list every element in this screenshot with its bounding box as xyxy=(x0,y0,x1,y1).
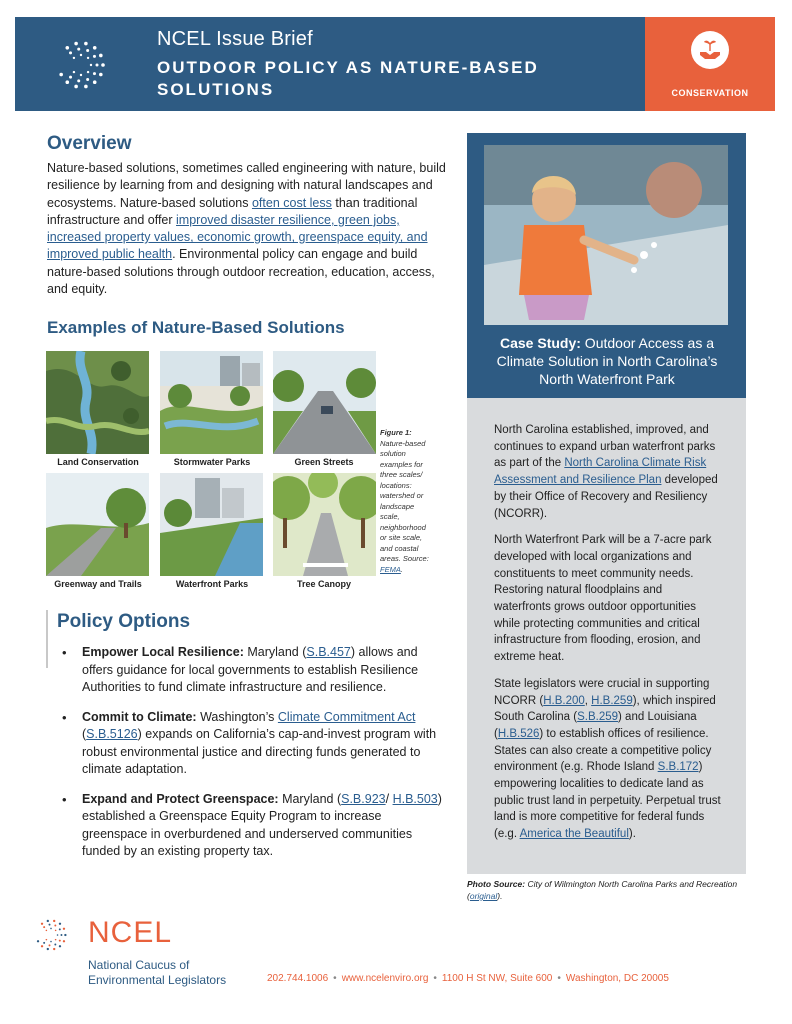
policy-item-text: ) expands on California’s cap-and-invest program with robust environmental justice and directing funds generated to climate adaptation. xyxy=(82,727,437,776)
green-streets-illustration xyxy=(273,351,376,454)
figure-caption xyxy=(380,428,430,575)
category-badge xyxy=(645,17,775,111)
hb526-link[interactable]: H.B.526 xyxy=(497,727,540,740)
case-text: North Carolina established, improved, and continues to expand urban waterfront parks as part of the xyxy=(494,424,716,470)
sb457-link[interactable]: S.B.457 xyxy=(306,645,351,659)
footer-website-link[interactable]: www.ncelenviro.org xyxy=(341,973,429,984)
policy-item-text: ) allows and offers guidance for local governments to establish Resilience Authorities to fund climate infrastructure and resilience. xyxy=(82,645,419,694)
photo-source-end: ). xyxy=(497,891,503,901)
header-banner xyxy=(15,17,775,111)
policy-item-text: ) established a Greenspace Equity Program to increase greenspace in overburdened and underserved communities funded by an existing property tax. xyxy=(82,791,442,858)
policy-item-local-resilience xyxy=(62,644,442,697)
footer-contact xyxy=(267,973,669,984)
separator-dot: • xyxy=(333,973,337,984)
caption-waterfront-parks: Waterfront Parks xyxy=(175,579,249,589)
policy-list xyxy=(62,644,442,873)
overview-heading: Overview xyxy=(47,133,132,154)
overview-text-3: . Environmental policy can engage and build nature-based solutions through outdoor recreation, education, access, and equity. xyxy=(47,247,435,297)
hb200-link[interactable]: H.B.200 xyxy=(543,694,585,707)
footer-phone: 202.744.1006 xyxy=(267,973,329,984)
policy-item-text: / xyxy=(385,791,393,806)
stormwater-parks-illustration xyxy=(160,351,263,454)
america-the-beautiful-link[interactable]: America the Beautiful xyxy=(519,828,629,841)
hb259-link[interactable]: H.B.259 xyxy=(591,694,633,707)
policy-item-text: ( xyxy=(82,727,87,741)
policy-item-title: Expand and Protect Greenspace: xyxy=(82,791,279,806)
case-study-paragraph: North Waterfront Park will be a 7-acre park developed with local organizations and constituents to meet community needs. Restoring natural floodplains and waterfronts grows outdoor opportunities while protecting communities and critical infrastructure from flooding, erosion, and extreme heat. xyxy=(494,534,712,664)
footer-city: Washington, DC 20005 xyxy=(565,973,669,984)
figure-caption-end: . xyxy=(400,564,403,574)
page-title: OUTDOOR POLICY AS NATURE-BASED SOLUTIONS xyxy=(157,58,539,99)
policy-item-title: Empower Local Resilience: xyxy=(82,645,244,659)
case-study-photo xyxy=(484,145,728,325)
policy-item-greenspace xyxy=(62,791,442,861)
ncel-footer-logo-icon xyxy=(34,918,68,952)
benefits-link[interactable]: improved disaster resilience, green jobs, increased property values, economic growth, greenspace equity, and improved public health xyxy=(47,212,428,262)
policy-item-text: Washington’s xyxy=(196,709,278,724)
policy-item-text: Maryland ( xyxy=(243,645,307,659)
separator-dot: • xyxy=(433,973,437,984)
case-text: developed by their Office of Recovery and Resiliency (NCORR). xyxy=(494,474,718,520)
climate-commitment-act-link[interactable]: Climate Commitment Act xyxy=(277,709,416,724)
issue-brief-label: NCEL Issue Brief xyxy=(157,28,313,50)
sb172-link[interactable]: S.B.172 xyxy=(657,761,699,774)
photo-source-label: Photo Source: xyxy=(467,879,526,889)
ncel-dots-logo-icon xyxy=(55,39,107,91)
case-text: ) to establish offices of resilience. States can also create a competitive policy environment (e.g. Rhode Island xyxy=(494,727,712,774)
case-text: ) empowering localities to dedicate land as public trust land in perpetuity. Perpetual trust land is more competitive for federal funds (e.g. xyxy=(494,761,721,841)
caption-land-conservation: Land Conservation xyxy=(57,457,139,467)
case-study-paragraph xyxy=(494,422,722,522)
footer-org-name: National Caucus of Environmental Legislators xyxy=(88,958,227,987)
fema-link[interactable]: FEMA xyxy=(380,564,401,574)
case-study-title: Outdoor Access as a Climate Solution in North Carolina’s North Waterfront Park xyxy=(496,335,718,387)
land-conservation-illustration xyxy=(46,351,149,454)
sb5126-link[interactable]: S.B.5126 xyxy=(86,727,138,741)
case-study-heading xyxy=(480,334,734,388)
policy-heading: Policy Options xyxy=(57,611,191,632)
caption-green-streets: Green Streets xyxy=(294,457,354,467)
caption-tree-canopy: Tree Canopy xyxy=(296,579,352,589)
overview-text-2: than traditional infrastructure and offer xyxy=(47,195,418,227)
photo-source-text: City of Wilmington North Carolina Parks and Recreation ( xyxy=(467,879,738,901)
overview-text-1: Nature-based solutions, sometimes called engineering with nature, build resilience by learning from and designing with natural landscapes and ecosystems. Nature-based solutions xyxy=(47,161,446,210)
policy-item-commit-climate xyxy=(62,709,442,779)
photo-source xyxy=(467,878,747,902)
examples-heading: Examples of Nature-Based Solutions xyxy=(47,318,345,337)
sb923-link[interactable]: S.B.923 xyxy=(341,791,386,806)
hands-plant-icon xyxy=(691,31,729,69)
nc-resilience-plan-link[interactable]: North Carolina Climate Risk Assessment and Resilience Plan xyxy=(494,457,707,487)
case-study-paragraph xyxy=(494,676,722,843)
policy-item-title: Commit to Climate: xyxy=(82,709,197,724)
waterfront-parks-illustration xyxy=(160,473,263,576)
footer-brand: NCEL xyxy=(88,916,173,949)
category-label: CONSERVATION xyxy=(671,88,749,98)
figure-label: Figure 1: xyxy=(380,428,412,437)
case-text: , xyxy=(584,694,592,707)
case-text: State legislators were crucial in supporting NCORR ( xyxy=(494,677,710,707)
tree-canopy-illustration xyxy=(273,473,376,576)
caption-stormwater-parks: Stormwater Parks xyxy=(173,457,251,467)
case-study-label: Case Study: xyxy=(500,335,581,351)
sb259-link[interactable]: S.B.259 xyxy=(577,711,619,724)
policy-item-text: Maryland ( xyxy=(278,791,342,806)
separator-dot: • xyxy=(557,973,561,984)
caption-greenway-trails: Greenway and Trails xyxy=(54,579,142,589)
greenway-trails-illustration xyxy=(46,473,149,576)
footer-address: 1100 H St NW, Suite 600 xyxy=(441,973,553,984)
policy-divider xyxy=(46,610,48,668)
case-study-text xyxy=(494,422,722,853)
hb503-link[interactable]: H.B.503 xyxy=(392,791,438,806)
cost-less-link[interactable]: often cost less xyxy=(251,195,332,210)
original-photo-link[interactable]: original xyxy=(469,891,498,901)
overview-paragraph xyxy=(47,160,447,298)
case-text: ) and Louisiana ( xyxy=(494,711,697,740)
figure-caption-text: Nature-based solution examples for three scales/ locations: watershed or landscape scale, neighborhood or site scale, and coastal areas. Source: xyxy=(380,438,429,563)
case-text: ). xyxy=(628,828,636,841)
case-text: ), which inspired South Carolina ( xyxy=(494,694,716,724)
